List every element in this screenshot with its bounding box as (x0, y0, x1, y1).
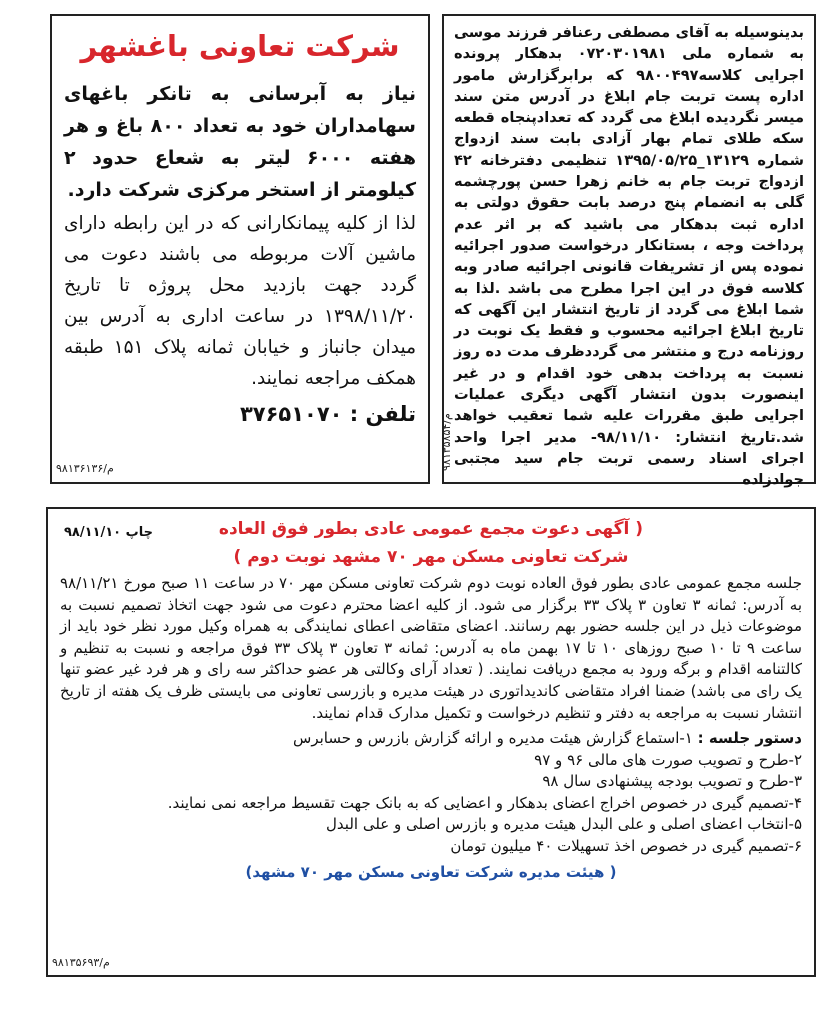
notice-enforcement-code: م/۹۸۱۳۵۸۵۴ (440, 413, 453, 471)
print-date: چاپ ۹۸/۱۱/۱۰ (64, 525, 153, 540)
notice-baghshahr-code: م/۹۸۱۳۶۱۳۶ (56, 462, 114, 475)
agenda-item: ۳-طرح و تصویب بودجه پیشنهادی سال ۹۸ (542, 772, 802, 791)
notice-assembly-subtitle: شرکت تعاونی مسکن مهر ۷۰ مشهد نوبت دوم ) (233, 547, 629, 567)
agenda-item: ۴-تصمیم گیری در خصوص اخراج اعضای بدهکار و اعضایی که به بانک جهت تقسیط مراجعه نمی نمایند. (167, 793, 802, 812)
notice-baghshahr-title: شرکت تعاونی باغشهر (80, 29, 400, 63)
agenda-item: ۲-طرح و تصویب صورت های مالی ۹۶ و ۹۷ (534, 750, 802, 769)
agenda-item: ۵-انتخاب اعضای اصلی و علی البدل هیئت مدیره و بازرس اصلی و علی البدل (326, 815, 802, 834)
agenda-item-text: ۱-استماع گزارش هیئت مدیره و ارائه گزارش بازرس و حسابرس (293, 729, 693, 748)
notice-baghshahr (50, 14, 430, 484)
notice-enforcement-body: بدینوسیله به آقای مصطفی رعنافر فرزند موسی به شماره ملی ۰۷۲۰۳۰۱۹۸۱ بدهکار پرونده اجرایی کلاسه۹۸۰۰۴۹۷ که برابرگزارش مامور اداره پست تربت جام ابلاغ در آدرس متن سند میسر نگردیده ابلاغ می گردد که تعدادپنجاه قطعه سکه طلای تمام بهار آزادی بابت سند ازدواج شماره ۱۳۱۲۹_۱۳۹۵/۰۵/۲۵ تنظیمی دفترخانه ۴۲ ازدواج تربت جام به خانم زهرا حسن پورچشمه گلی به انضمام پنج درصد بابت حقوق دولتی به اداره ثبت بدهکار می باشید که بر اثر عدم پرداخت وجه ، بستانکار درخواست صدور اجرائیه نموده پس از تشریفات قانونی اجرائیه صادر وبه کلاسه فوق در این اجرا مطرح می باشد .لذا به شما ابلاغ می گردد از تاریخ انتشار این آگهی که تاریخ ابلاغ اجرائیه محسوب و فقط یک نوبت در روزنامه درج و منتشر می گرددظرف مدت ده روز نسبت به پرداخت بدهی خود اقدام و در غیر اینصورت بدون انتشار آگهی دیگری عملیات اجرایی طبق مقررات علیه شما تعقیب خواهد شد.تاریخ انتشار: ۹۸/۱۱/۱۰- مدیر اجرا واحد اجرای اسناد رسمی تربت جام سید مجتبی جوادزاده (454, 24, 804, 489)
notice-baghshahr-lead: نیاز به آبرسانی به تانکر باغهای سهامداران خود به تعداد ۸۰۰ باغ و هر هفته ۶۰۰۰ لیتر به شعاع حدود ۲ کیلومتر از استخر مرکزی شرکت دارد. (64, 83, 416, 201)
notice-assembly-signature: ( هیئت مدیره شرکت تعاونی مسکن مهر ۷۰ مشهد) (245, 863, 617, 882)
notice-baghshahr-phone: تلفن : ۳۷۶۵۱۰۷۰ (239, 402, 416, 426)
notice-enforcement (442, 14, 816, 489)
agenda (60, 728, 802, 857)
agenda-item (60, 728, 802, 750)
agenda-label: دستور جلسه : (697, 729, 802, 748)
notice-assembly-body: جلسه مجمع عمومی عادی بطور فوق العاده نوبت دوم شرکت تعاونی مسکن مهر ۷۰ در ساعت ۱۱ صبح مورخ ۹۸/۱۱/۲۱ به آدرس: ثمانه ۳ تعاون ۳ پلاک ۳۳ برگزار می شود. از کلیه اعضا محترم دعوت می شود جهت اتخاذ تصمیم نسبت به موضوعات ذیل در این جلسه حضور بهم رسانند. اعضای متقاضی اعطای نمایندگی به همراه وکیل مورد نظر خود باید از ساعت ۹ تا ۱۰ صبح روزهای ۱۰ تا ۱۷ بهمن ماه به آدرس: ثمانه ۳ تعاون ۳ پلاک ۳۳ فوق مراجعه و نسبت به تنظیم و کالتنامه اقدام و برگه ورود به مجمع دریافت نمایند. ( تعداد آرای وکالتی هر عضو حداکثر سه رای و هر فرد غیر عضو تنها یک رای می باشد) ضمنا افراد متقاضی کاندیداتوری در هیئت مدیره و بازرسی تعاونی می بایستی ظرف یک هفته از تاریخ انتشار نسبت به مراجعه به دفتر و تنظیم درخواست و تکمیل مدارک قدام نمایند. (60, 574, 802, 722)
notice-assembly (46, 507, 816, 977)
notice-assembly-title: ( آگهی دعوت مجمع عمومی عادی بطور فوق العاده (218, 519, 644, 539)
notice-baghshahr-body: لذا از کلیه پیمانکارانی که در این رابطه دارای ماشین آلات مربوطه می باشند دعوت می گردد جهت بازدید محل پروژه تا تاریخ ۱۳۹۸/۱۱/۲۰ در ساعت اداری به آدرس بین میدان جانباز و خیابان ثمانه پلاک ۱۵۱ طبقه همکف مراجعه نمایند. (64, 213, 416, 389)
notice-assembly-code: م/۹۸۱۳۵۶۹۳ (52, 956, 110, 969)
agenda-item: ۶-تصمیم گیری در خصوص اخذ تسهیلات ۴۰ میلیون تومان (450, 836, 802, 855)
